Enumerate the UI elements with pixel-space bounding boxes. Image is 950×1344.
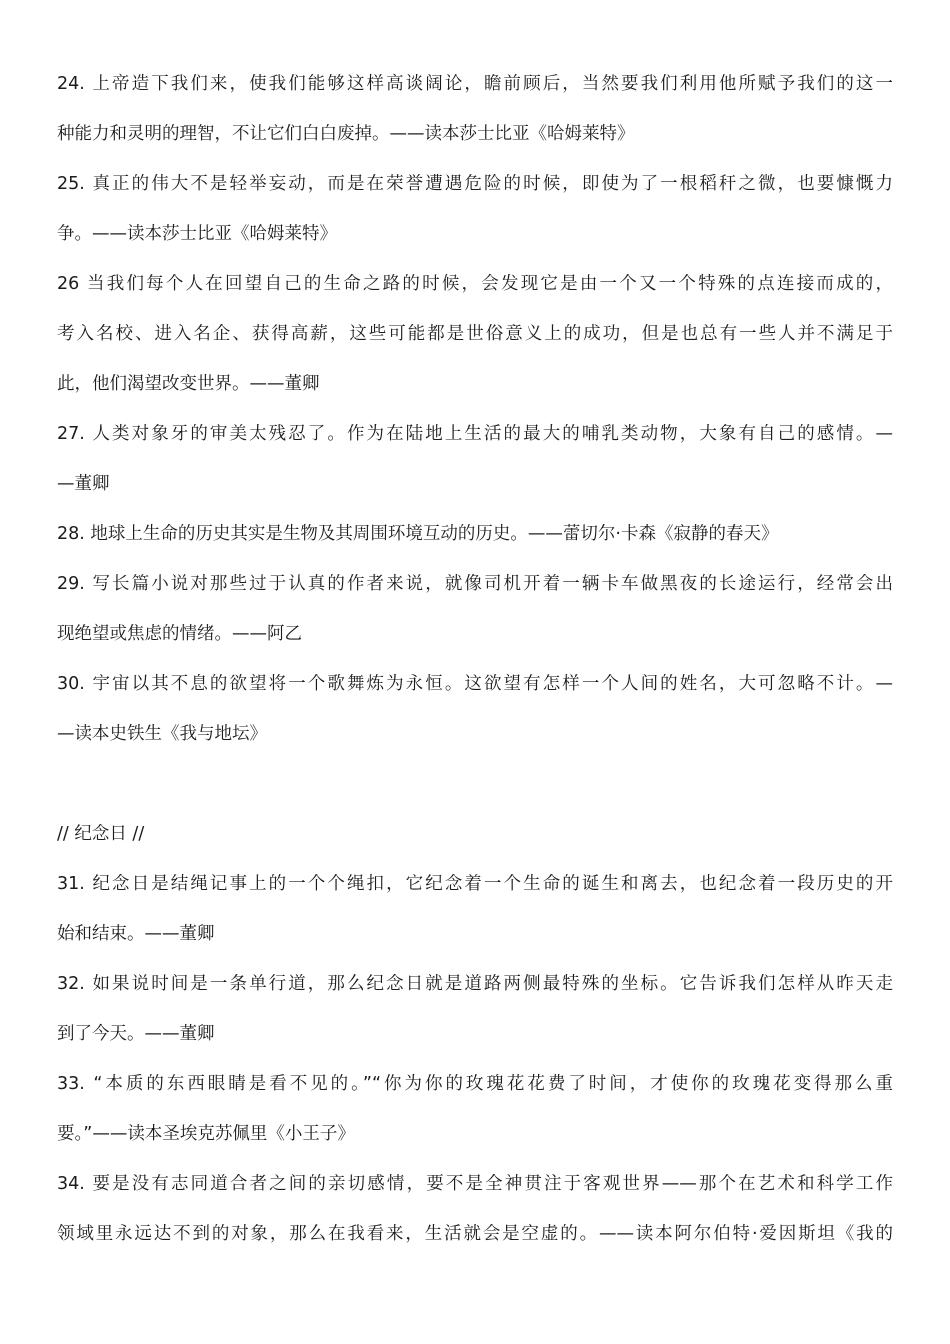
text-line: 26 当我们每个人在回望自己的生命之路的时候，会发现它是由一个又一个特殊的点连接而成的， bbox=[57, 274, 893, 294]
document-page bbox=[57, 66, 893, 1266]
text-line: 31. 纪念日是结绳记事上的一个个绳扣，它纪念着一个生命的诞生和离去，也纪念着一段历史的开 bbox=[57, 874, 893, 894]
text-line: 争。——读本莎士比亚《哈姆莱特》 bbox=[57, 224, 337, 244]
section-heading: // 纪念日 // bbox=[57, 824, 145, 844]
text-line: 领域里永远达不到的对象，那么在我看来，生活就会是空虚的。——读本阿尔伯特·爱因斯坦《我的 bbox=[57, 1224, 893, 1244]
text-line: 25. 真正的伟大不是轻举妄动，而是在荣誉遭遇危险的时候，即使为了一根稻秆之微，也要慷慨力 bbox=[57, 174, 893, 194]
text-line: 24. 上帝造下我们来，使我们能够这样高谈阔论，瞻前顾后，当然要我们利用他所赋予我们的这一 bbox=[57, 74, 893, 94]
text-line: 始和结束。——董卿 bbox=[57, 924, 215, 944]
text-line: 现绝望或焦虑的情绪。——阿乙 bbox=[57, 624, 302, 644]
text-line: 种能力和灵明的理智，不让它们白白废掉。——读本莎士比亚《哈姆莱特》 bbox=[57, 124, 635, 144]
text-line: 29. 写长篇小说对那些过于认真的作者来说，就像司机开着一辆卡车做黑夜的长途运行，经常会出 bbox=[57, 574, 893, 594]
text-line: 27. 人类对象牙的审美太残忍了。作为在陆地上生活的最大的哺乳类动物，大象有自己的感情。— bbox=[57, 424, 893, 444]
text-line: 考入名校、进入名企、获得高薪，这些可能都是世俗意义上的成功，但是也总有一些人并不满足于 bbox=[57, 324, 893, 344]
text-line: 33. “本质的东西眼睛是看不见的。”“你为你的玫瑰花花费了时间，才使你的玫瑰花变得那么重 bbox=[57, 1074, 893, 1094]
text-line: —读本史铁生《我与地坛》 bbox=[57, 724, 267, 744]
section-spacer bbox=[57, 766, 893, 816]
text-line: 34. 要是没有志同道合者之间的亲切感情，要不是全神贯注于客观世界——那个在艺术和科学工作 bbox=[57, 1174, 893, 1194]
text-line: 30. 宇宙以其不息的欲望将一个歌舞炼为永恒。这欲望有怎样一个人间的姓名，大可忽略不计。— bbox=[57, 674, 893, 694]
text-line: 此，他们渴望改变世界。——董卿 bbox=[57, 374, 320, 394]
text-line: —董卿 bbox=[57, 474, 110, 494]
text-line: 到了今天。——董卿 bbox=[57, 1024, 215, 1044]
text-line: 32. 如果说时间是一条单行道，那么纪念日就是道路两侧最特殊的坐标。它告诉我们怎样从昨天走 bbox=[57, 974, 893, 994]
text-line: 28. 地球上生命的历史其实是生物及其周围环境互动的历史。——蕾切尔·卡森《寂静的春天》 bbox=[57, 524, 779, 544]
text-line: 要。”——读本圣埃克苏佩里《小王子》 bbox=[57, 1124, 355, 1144]
